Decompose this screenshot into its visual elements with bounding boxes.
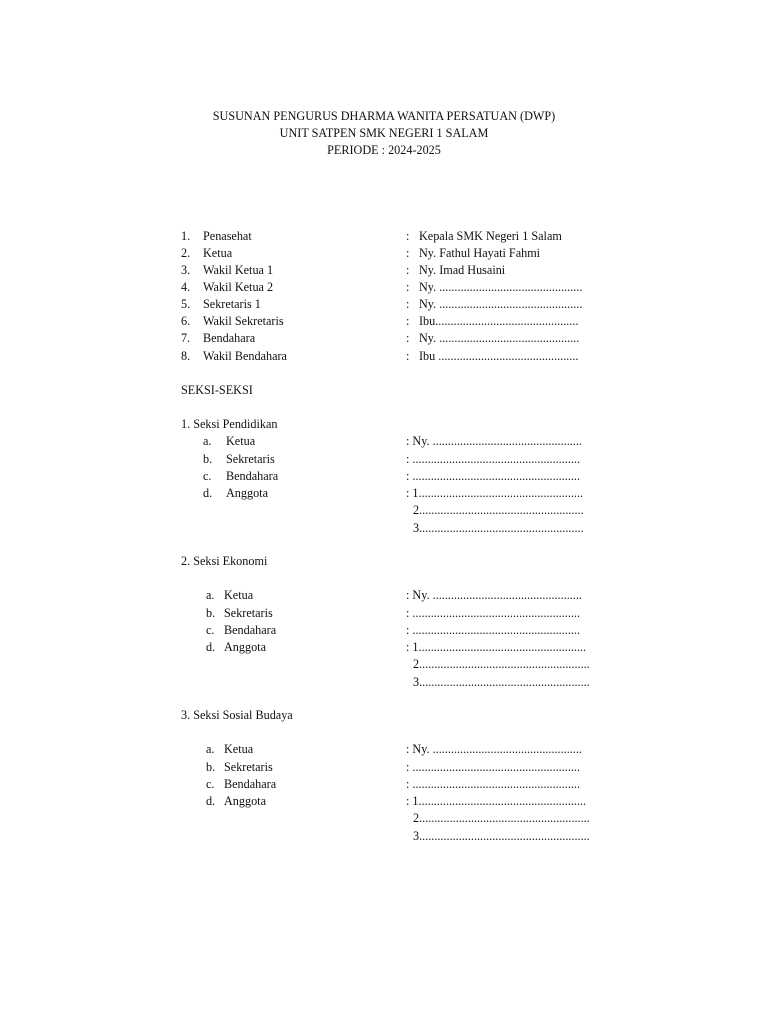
document-subtitle: UNIT SATPEN SMK NEGERI 1 SALAM (279, 126, 489, 140)
list-item-separator: : (406, 263, 410, 277)
list-item-number: 5. (181, 297, 191, 311)
sub-item-letter: c. (206, 777, 215, 791)
sub-item-letter: b. (206, 606, 216, 620)
sub-item-letter: d. (203, 486, 213, 500)
sub-item-role: Anggota (224, 640, 266, 654)
sub-item-value: : ....................................................... (406, 623, 581, 637)
sub-item-value: : Ny. ................................................. (406, 742, 582, 756)
sub-item-value: : ....................................................... (406, 777, 581, 791)
list-item-number: 3. (181, 263, 191, 277)
list-item-role: Wakil Ketua 2 (203, 280, 274, 294)
sub-item-role: Bendahara (226, 469, 279, 483)
list-item-separator: : (406, 297, 410, 311)
list-item-value: Ny. ............................................... (419, 280, 583, 294)
sub-item-letter: a. (203, 434, 212, 448)
seksi-title: 2. Seksi Ekonomi (181, 554, 268, 568)
anggota-line: 2........................................................ (413, 811, 590, 825)
sub-item-role: Anggota (226, 486, 268, 500)
sub-item-letter: d. (206, 794, 216, 808)
sub-item-value: : 1....................................................... (406, 640, 587, 654)
sub-item-value: : 1...................................................... (406, 486, 584, 500)
sub-item-role: Sekretaris (224, 606, 273, 620)
section-heading: SEKSI-SEKSI (181, 383, 253, 397)
list-item-separator: : (406, 349, 410, 363)
sub-item-role: Anggota (224, 794, 266, 808)
list-item-number: 1. (181, 229, 191, 243)
seksi-title: 3. Seksi Sosial Budaya (181, 708, 293, 722)
list-item-value: Ny. Fathul Hayati Fahmi (419, 246, 541, 260)
list-item-separator: : (406, 280, 410, 294)
list-item-role: Ketua (203, 246, 233, 260)
list-item-role: Wakil Sekretaris (203, 314, 284, 328)
sub-item-role: Bendahara (224, 623, 277, 637)
anggota-line: 3...................................................... (413, 521, 584, 535)
list-item-separator: : (406, 229, 410, 243)
seksi-title: 1. Seksi Pendidikan (181, 417, 278, 431)
sub-item-letter: d. (206, 640, 216, 654)
list-item-role: Wakil Bendahara (203, 349, 287, 363)
sub-item-letter: c. (206, 623, 215, 637)
anggota-line: 2........................................................ (413, 657, 590, 671)
list-item-value: Ibu .............................................. (419, 349, 579, 363)
list-item-role: Bendahara (203, 331, 256, 345)
sub-item-value: : ....................................................... (406, 469, 581, 483)
sub-item-value: : ....................................................... (406, 606, 581, 620)
document-title: SUSUNAN PENGURUS DHARMA WANITA PERSATUAN (DWP) (212, 109, 556, 123)
list-item-value: Ny. .............................................. (419, 331, 580, 345)
list-item-value: Ny. Imad Husaini (419, 263, 506, 277)
sub-item-letter: b. (203, 452, 213, 466)
list-item-value: Ibu............................................... (419, 314, 579, 328)
list-item-role: Sekretaris 1 (203, 297, 261, 311)
sub-item-role: Sekretaris (224, 760, 273, 774)
list-item-value: Kepala SMK Negeri 1 Salam (419, 229, 562, 243)
sub-item-role: Ketua (224, 588, 254, 602)
anggota-line: 2...................................................... (413, 503, 584, 517)
list-item-separator: : (406, 331, 410, 345)
list-item-role: Wakil Ketua 1 (203, 263, 274, 277)
sub-item-role: Ketua (226, 434, 256, 448)
sub-item-role: Sekretaris (226, 452, 275, 466)
sub-item-role: Ketua (224, 742, 254, 756)
list-item-number: 8. (181, 349, 191, 363)
list-item-number: 6. (181, 314, 191, 328)
sub-item-value: : Ny. ................................................. (406, 434, 582, 448)
sub-item-value: : Ny. ................................................. (406, 588, 582, 602)
list-item-separator: : (406, 246, 410, 260)
sub-item-letter: c. (203, 469, 212, 483)
list-item-separator: : (406, 314, 410, 328)
list-item-number: 4. (181, 280, 191, 294)
anggota-line: 3........................................................ (413, 675, 590, 689)
document-period: PERIODE : 2024-2025 (327, 143, 441, 157)
sub-item-value: : 1....................................................... (406, 794, 587, 808)
sub-item-letter: a. (206, 742, 215, 756)
list-item-value: Ny. ............................................... (419, 297, 583, 311)
sub-item-value: : ....................................................... (406, 452, 581, 466)
sub-item-letter: a. (206, 588, 215, 602)
list-item-number: 7. (181, 331, 191, 345)
sub-item-letter: b. (206, 760, 216, 774)
list-item-role: Penasehat (203, 229, 252, 243)
sub-item-role: Bendahara (224, 777, 277, 791)
anggota-line: 3........................................................ (413, 829, 590, 843)
sub-item-value: : ....................................................... (406, 760, 581, 774)
list-item-number: 2. (181, 246, 191, 260)
